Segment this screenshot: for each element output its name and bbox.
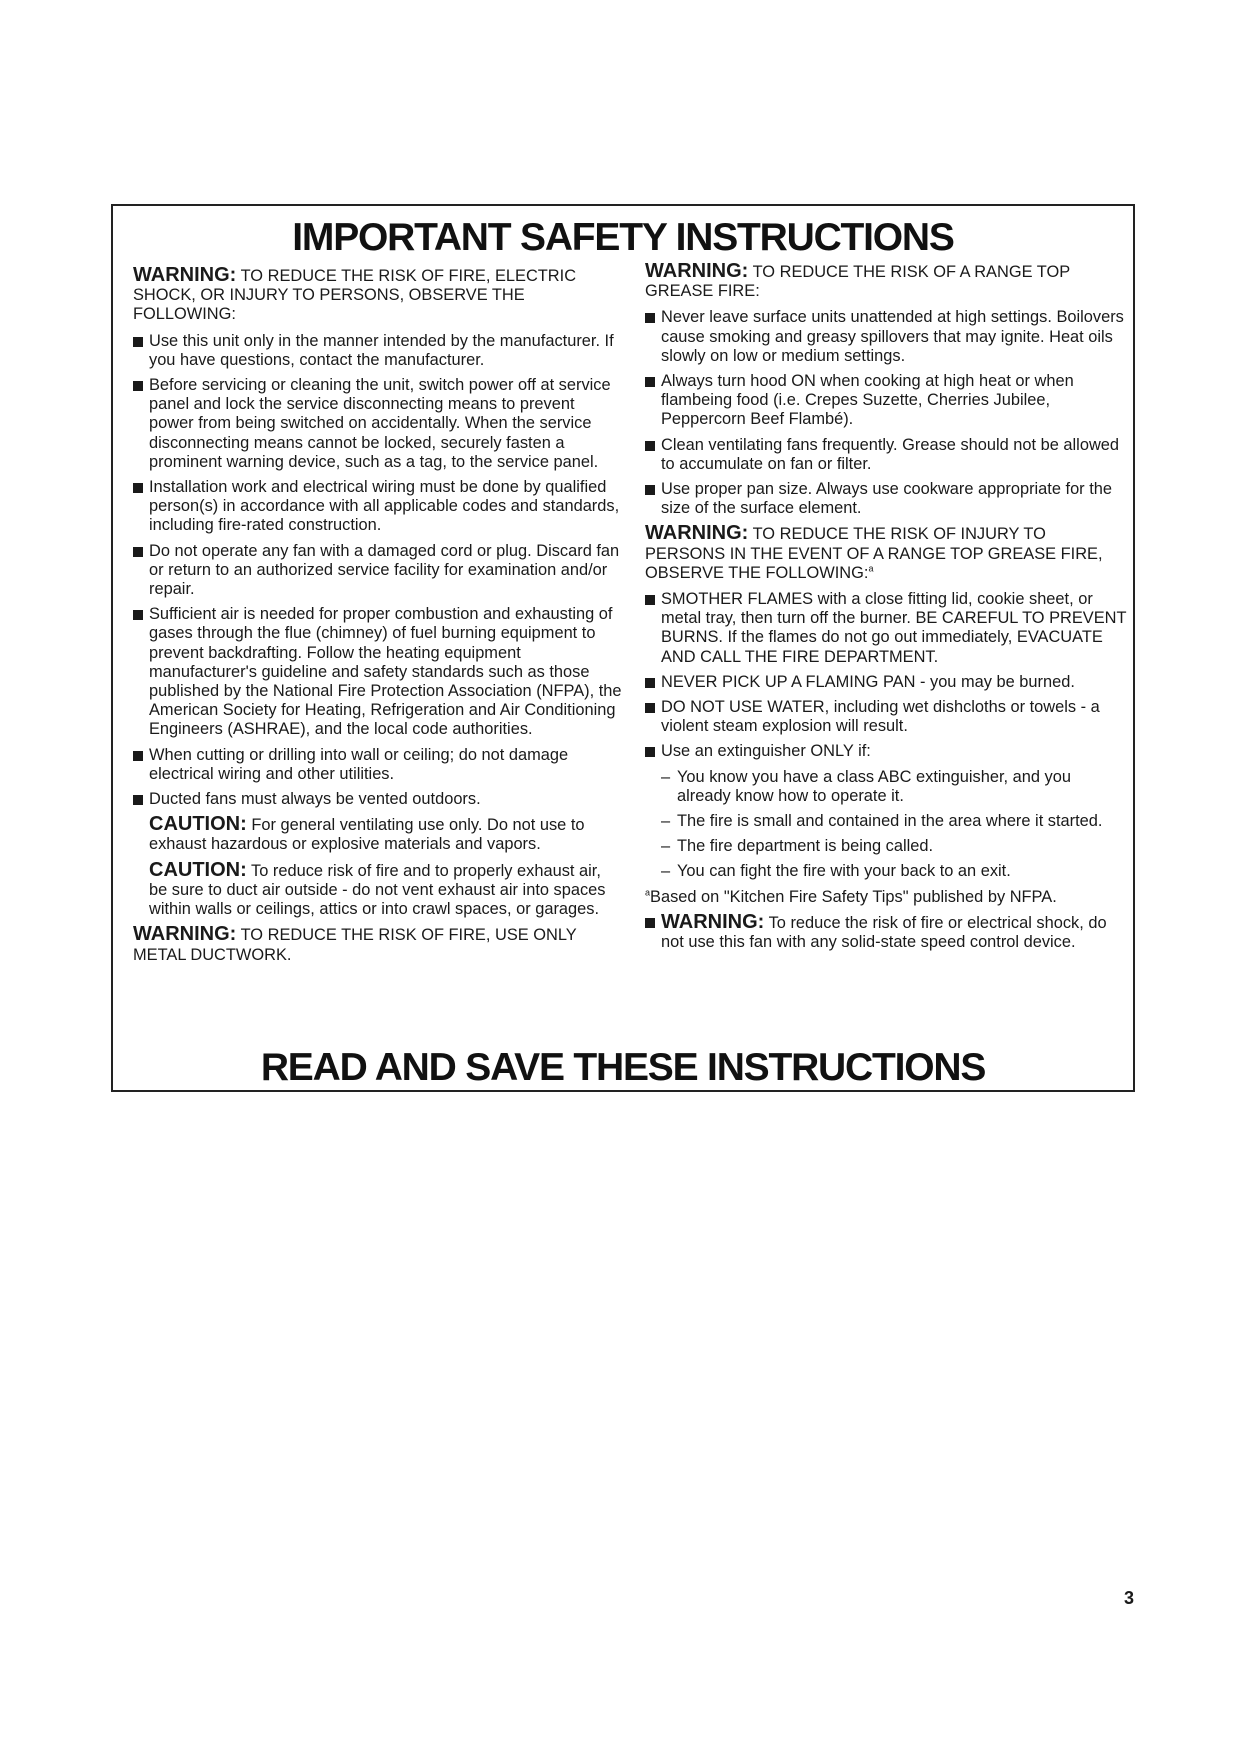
square-bullet-icon <box>645 377 655 387</box>
list-item <box>645 372 1127 430</box>
sub-list-item-text: You can fight the fire with your back to an exit. <box>677 862 1011 881</box>
warning-text: To reduce the risk of fire or electrical shock, do not use this fan with any solid-state speed control device. <box>661 913 1107 952</box>
sub-list-item <box>645 862 1127 881</box>
square-bullet-icon <box>645 595 655 605</box>
dash-bullet: – <box>661 837 671 856</box>
page-title: IMPORTANT SAFETY INSTRUCTIONS <box>292 216 954 259</box>
square-bullet-icon <box>133 795 143 805</box>
list-item <box>133 478 623 536</box>
dash-bullet: – <box>661 862 671 881</box>
extinguisher-conditions-list <box>645 768 1127 882</box>
square-bullet-icon <box>133 610 143 620</box>
list-item-text: Always turn hood ON when cooking at high heat or when flambeing food (i.e. Crepes Suzette, Cherries Jubilee, Peppercorn Beef Flambé). <box>661 372 1074 429</box>
speed-control-warning-list <box>645 910 1127 952</box>
list-item <box>645 308 1127 366</box>
list-item <box>133 542 623 600</box>
list-item-text: Sufficient air is needed for proper combustion and exhausting of gases through the flue (chimney) of fuel burning equipment to prevent backdrafting. Follow the heating equipment manufacturer's guideline and safety standards such as those published by the National Fire Protection Association (NFPA), the American Society for Heating, Refrigeration and Air Conditioning Engineers (ASHRAE), and the local code authorities. <box>149 605 622 739</box>
square-bullet-icon <box>645 918 655 928</box>
dash-bullet: – <box>661 812 671 831</box>
sub-list-item <box>645 768 1127 806</box>
caution-text: For general ventilating use only. Do not use to exhaust hazardous or explosive materials and vapors. <box>149 816 585 854</box>
square-bullet-icon <box>133 547 143 557</box>
list-item <box>645 590 1127 667</box>
sub-list-item-text: You know you have a class ABC extinguisher, and you already know how to operate it. <box>677 767 1071 805</box>
square-bullet-icon <box>645 703 655 713</box>
warning-grease-fire <box>645 262 1127 301</box>
list-item-text: Before servicing or cleaning the unit, switch power off at service panel and lock the service disconnecting means to prevent power from being switched on accidentally. When the service disconnecting means cannot be locked, securely fasten a prominent warning device, such as a tag, to the service panel. <box>149 376 611 471</box>
list-item <box>645 673 1127 692</box>
square-bullet-icon <box>645 313 655 323</box>
sub-list-item <box>645 812 1127 831</box>
caution-text: To reduce risk of fire and to properly exhaust air, be sure to duct air outside - do not vent exhaust air into spaces within walls or ceilings, attics or into crawl spaces, or garages. <box>149 861 606 919</box>
list-item-text: Ducted fans must always be vented outdoors. <box>149 790 481 809</box>
square-bullet-icon <box>645 441 655 451</box>
page-number: 3 <box>1124 1588 1135 1608</box>
list-item <box>645 436 1127 474</box>
footnote <box>645 888 1127 907</box>
list-item-text: Do not operate any fan with a damaged cord or plug. Discard fan or return to an authorized service facility for examination and/or repair. <box>149 541 620 599</box>
square-bullet-icon <box>645 747 655 757</box>
list-item-text: NEVER PICK UP A FLAMING PAN - you may be burned. <box>661 672 1075 691</box>
list-item <box>645 910 1127 952</box>
square-bullet-icon <box>133 483 143 493</box>
list-item <box>645 742 1127 761</box>
sub-list-item-text: The fire department is being called. <box>677 837 934 856</box>
warning-label: WARNING: <box>133 264 237 286</box>
footnote-marker: a <box>645 887 651 898</box>
list-item <box>133 376 623 472</box>
square-bullet-icon <box>133 381 143 391</box>
square-bullet-icon <box>645 485 655 495</box>
sub-list-item-text: The fire is small and contained in the area where it started. <box>677 812 1103 831</box>
list-item-text: Installation work and electrical wiring must be done by qualified person(s) in accordance with all applicable codes and standards, including fire-rated construction. <box>149 478 620 535</box>
caution-label: CAUTION: <box>149 813 247 836</box>
square-bullet-icon <box>133 751 143 761</box>
right-column <box>645 262 1127 958</box>
warning-label: WARNING: <box>645 522 749 545</box>
list-item-text: Never leave surface units unattended at high settings. Boilovers cause smoking and greasy spillovers that may ignite. Heat oils slowly on low or medium settings. <box>661 308 1124 365</box>
warning-injury-grease-fire <box>645 524 1127 583</box>
warning-text: TO REDUCE THE RISK OF INJURY TO PERSONS IN THE EVENT OF A RANGE TOP GREASE FIRE, OBSERVE THE FOLLOWING: <box>645 525 1103 582</box>
list-item-text: Clean ventilating fans frequently. Grease should not be allowed to accumulate on fan or filter. <box>661 435 1120 473</box>
list-item <box>645 480 1127 518</box>
caution-ventilating-use <box>149 815 623 854</box>
square-bullet-icon <box>645 678 655 688</box>
grease-fire-action-list <box>645 590 1127 762</box>
list-item-text: Use proper pan size. Always use cookware appropriate for the size of the surface element. <box>661 480 1112 518</box>
list-item-text: SMOTHER FLAMES with a close fitting lid, cookie sheet, or metal tray, then turn off the burner. BE CAREFUL TO PREVENT BURNS. If the flames do not go out immediately, EVACUATE AND CALL THE FIRE DEPARTMENT. <box>661 590 1127 666</box>
safety-instructions-box <box>111 204 1135 1092</box>
square-bullet-icon <box>133 337 143 347</box>
sub-list-item <box>645 837 1127 856</box>
dash-bullet: – <box>661 767 671 786</box>
list-item-text <box>661 910 1127 952</box>
footnote-text: Based on "Kitchen Fire Safety Tips" published by NFPA. <box>650 887 1057 906</box>
warning-text: TO REDUCE THE RISK OF FIRE, USE ONLY METAL DUCTWORK. <box>133 926 577 964</box>
left-instruction-list <box>133 332 623 810</box>
caution-label: CAUTION: <box>149 858 247 881</box>
list-item-text: DO NOT USE WATER, including wet dishcloths or towels - a violent steam explosion will result. <box>661 698 1100 736</box>
warning-label: WARNING: <box>133 923 237 946</box>
warning-label: WARNING: <box>661 910 765 933</box>
list-item-text: Use an extinguisher ONLY if: <box>661 742 871 761</box>
footnote-marker: a <box>868 563 874 574</box>
list-item-text: Use this unit only in the manner intended by the manufacturer. If you have questions, contact the manufacturer. <box>149 331 614 369</box>
list-item <box>645 698 1127 736</box>
list-item <box>133 790 623 809</box>
warning-fire-shock-injury <box>133 266 623 325</box>
warning-text: TO REDUCE THE RISK OF A RANGE TOP GREASE FIRE: <box>645 263 1070 301</box>
warning-text: TO REDUCE THE RISK OF FIRE, ELECTRIC SHOCK, OR INJURY TO PERSONS, OBSERVE THE FOLLOWING: <box>133 267 577 324</box>
list-item-text: When cutting or drilling into wall or ceiling; do not damage electrical wiring and other utilities. <box>149 745 569 783</box>
warning-label: WARNING: <box>645 260 749 282</box>
warning-metal-ductwork <box>133 925 623 964</box>
left-column <box>133 266 623 972</box>
list-item <box>133 746 623 784</box>
read-and-save-heading: READ AND SAVE THESE INSTRUCTIONS <box>260 1046 986 1089</box>
list-item <box>133 332 623 370</box>
list-item <box>133 605 623 739</box>
caution-duct-outside <box>149 858 623 920</box>
grease-fire-list <box>645 308 1127 518</box>
